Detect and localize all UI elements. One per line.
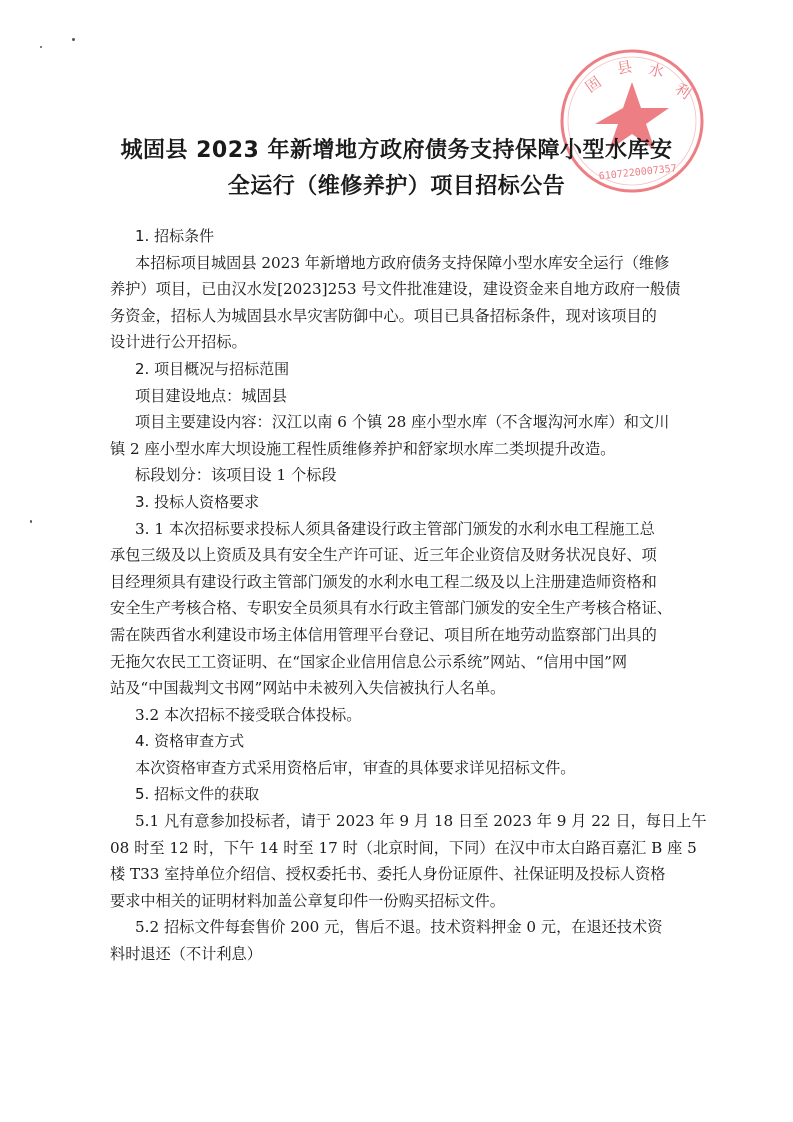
paragraph-line: 要求中相关的证明材料加盖公章复印件一份购买招标文件。 [110, 891, 505, 910]
section-heading: 4. 资格审查方式 [135, 732, 245, 751]
paragraph-line: 本次资格审查方式采用资格后审，审查的具体要求详见招标文件。 [135, 758, 576, 777]
paragraph-line: 无拖欠农民工工资证明、在“国家企业信用信息公示系统”网站、“信用中国”网 [110, 652, 628, 671]
paragraph-line: 安全生产考核合格、专职安全员须具有水行政主管部门颁发的安全生产考核合格证、 [110, 599, 672, 618]
lot-division: 标段划分：该项目设 1 个标段 [135, 466, 337, 485]
paragraph-line: 养护）项目，已由汉水发[2023]253 号文件批准建设，建设资金来自地方政府一般债 [110, 280, 681, 299]
seal-char: 县 [615, 57, 634, 78]
scan-speck [72, 38, 75, 41]
section-heading: 1. 招标条件 [135, 227, 215, 245]
paragraph-line: 项目主要建设内容：汉江以南 6 个镇 28 座小型水库（不含堰沟河水库）和文川 [135, 413, 670, 432]
document-title [60, 133, 733, 205]
scan-speck [30, 520, 32, 523]
section-heading: 5. 招标文件的获取 [135, 785, 260, 804]
paragraph-line: 本招标项目城固县 2023 年新增地方政府债务支持保障小型水库安全运行（维修 [135, 253, 670, 272]
title-line: 城固县 2023 年新增地方政府债务支持保障小型水库安 [120, 138, 673, 163]
paragraph-line: 目经理须具有建设行政主管部门颁发的水利水电工程二级及以上注册建造师资格和 [110, 572, 657, 591]
title-line: 全运行（维修养护）项目招标公告 [227, 174, 566, 199]
paragraph-line: 3. 1 本次招标要求投标人须具备建设行政主管部门颁发的水利水电工程施工总 [135, 519, 655, 538]
seal-char: 固 [581, 72, 605, 97]
paragraph-line: 5.2 招标文件每套售价 200 元，售后不退。技术资料押金 0 元，在退还技术资 [135, 918, 663, 937]
seal-number: 6107220007357 [598, 163, 678, 183]
seal-char: 利 [671, 79, 695, 103]
paragraph-line: 3.2 本次招标不接受联合体投标。 [135, 705, 362, 724]
paragraph-line: 设计进行公开招标。 [110, 333, 247, 352]
paragraph-line: 承包三级及以上资质及具有安全生产许可证、近三年企业资信及财务状况良好、项 [110, 546, 657, 565]
paragraph-line: 务资金，招标人为城固县水旱灾害防御中心。项目已具备招标条件，现对该项目的 [110, 306, 657, 325]
paragraph-line: 料时退还（不计利息） [110, 945, 262, 964]
paragraph-line: 5.1 凡有意参加投标者，请于 2023 年 9 月 18 日至 2023 年 9 月 22 日，每日上午 [135, 812, 707, 831]
paragraph-line: 楼 T33 室持单位介绍信、授权委托书、委托人身份证原件、社保证明及投标人资格 [110, 865, 666, 884]
scan-speck [40, 46, 42, 48]
paragraph-line: 08 时至 12 时，下午 14 时至 17 时（北京时间，下同）在汉中市太白路百嘉汇 B 座 5 [110, 838, 697, 857]
document-body [110, 223, 707, 968]
paragraph-line: 需在陕西省水利建设市场主体信用管理平台登记、项目所在地劳动监察部门出具的 [110, 625, 657, 644]
project-location: 项目建设地点：城固县 [135, 386, 287, 405]
section-heading: 2. 项目概况与招标范围 [135, 359, 290, 378]
seal-char: 水 [647, 60, 666, 82]
section-heading: 3. 投标人资格要求 [135, 492, 260, 511]
paragraph-line: 镇 2 座小型水库大坝设施工程性质维修养护和舒家坝水库二类坝提升改造。 [110, 439, 616, 458]
paragraph-line: 站及“中国裁判文书网”网站中未被列入失信被执行人名单。 [110, 679, 506, 698]
